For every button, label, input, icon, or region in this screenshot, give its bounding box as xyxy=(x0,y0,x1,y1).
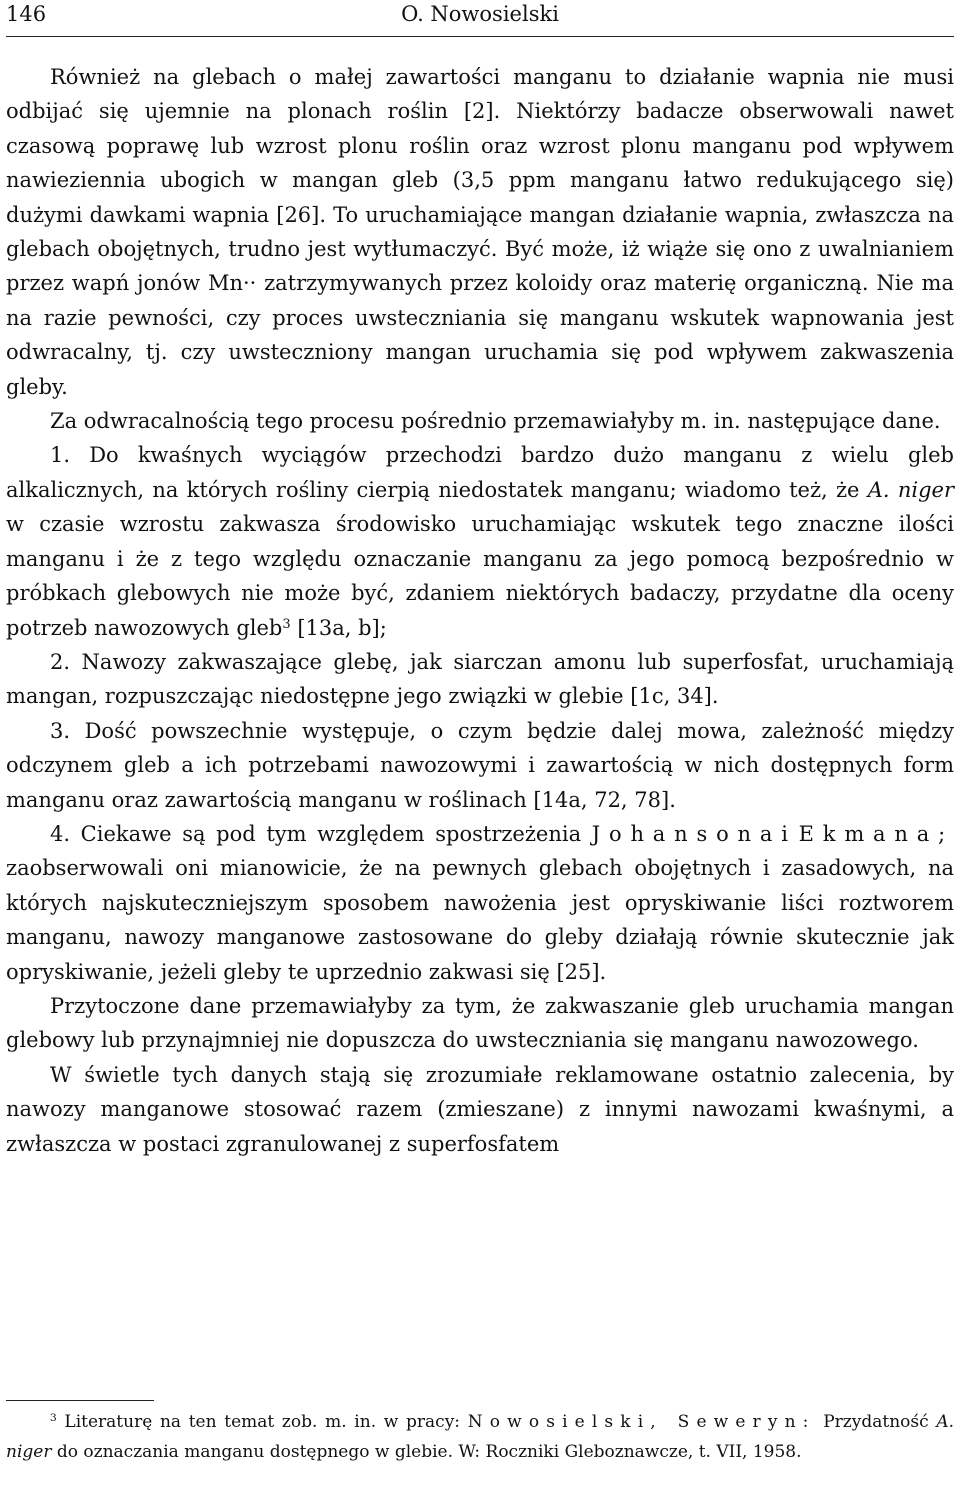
item-4-text-a: 4. Ciekawe są pod tym względem spostrzeżenia xyxy=(50,821,582,846)
paragraph-7: Przytoczone dane przemawiałyby za tym, że zakwaszanie gleb uruchamia mangan glebowy lub przynajmniej nie dopuszcza do uwsteczniania się manganu nawozowego. xyxy=(6,993,954,1053)
paragraph-1: Również na glebach o małej zawartości manganu to działanie wapnia nie musi odbijać się ujemnie na plonach roślin [2]. Niektórzy badacze obserwowali nawet czasową poprawę lub wzrost plonu roślin oraz wzrost plonu manganu pod wpływem nawieziennia ubogich w mangan gleb (3,5 ppm manganu łatwo redukującego się) dużymi dawkami wapnia [26]. To uruchamiające mangan działanie wapnia, zwłaszcza na glebach obojętnych, trudno jest wytłumaczyć. Być może, iż wiąże się ono z uwalnianiem przez wapń jonów Mn·· zatrzymywanych przez koloidy oraz materię organiczną. Nie ma na razie pewności, czy proces uwsteczniania się manganu wskutek wapnowania jest odwracalny, tj. czy uwsteczniony mangan uruchamia się pod wpływem zakwaszenia gleby. xyxy=(6,65,954,399)
footnote-marker: 3 xyxy=(50,1412,57,1425)
paragraph-item-4 xyxy=(6,817,954,989)
footnote-ref: 3 xyxy=(282,616,291,632)
item-1-text-c: [13a, b]; xyxy=(290,615,387,640)
running-head: O. Nowosielski xyxy=(401,2,559,26)
item-4-text-b: zaobserwowali oni mianowicie, że na pewnych glebach obojętnych i zasadowych, na których najskuteczniejszym sposobem nawożenia jest opryskiwanie liści roztworem manganu, nawozy manganowe zastosowane do gleby działają równie skutecznie jak opryskiwanie, jeżeli gleby te uprzednio zakwasi się [25]. xyxy=(6,856,954,984)
footnote-divider xyxy=(6,1400,154,1401)
footnote-text-a: Literaturę na ten temat zob. m. in. w pracy: xyxy=(64,1412,461,1432)
footnote xyxy=(6,1408,954,1467)
footnote-text-b: Przydatność xyxy=(823,1412,929,1432)
paragraph-8: W świetle tych danych stają się zrozumiałe reklamowane ostatnio zalecenia, by nawozy manganowe stosować razem (zmieszane) z innymi nawozami kwaśnymi, a zwłaszcza w postaci zgranulowanej z superfosfatem xyxy=(6,1062,954,1156)
footnote-text-c: do oznaczania manganu dostępnego w glebie. W: Roczniki Gleboznawcze, t. VII, 1958. xyxy=(56,1441,802,1462)
paragraph-item-3: 3. Dość powszechnie występuje, o czym będzie dalej mowa, zależność między odczynem gleb a ich potrzebami nawozowymi i zawartością w nich dostępnych form manganu oraz zawartością manganu w roślinach [14a, 72, 78]. xyxy=(6,718,954,812)
author-name-1: Johansona xyxy=(591,821,782,846)
main-text xyxy=(6,60,954,1161)
paragraph-2: Za odwracalnością tego procesu pośrednio przemawiałyby m. in. następujące dane. xyxy=(50,409,941,434)
item-1-text-a: 1. Do kwaśnych wyciągów przechodzi bardzo dużo manganu z wielu gleb alkalicznych, na których rośliny cierpią niedostatek manganu; wiadomo też, że xyxy=(6,443,954,502)
page-number: 146 xyxy=(6,2,47,26)
item-1-text-b: w czasie wzrostu zakwasza środowisko uruchamiając wskutek tego znaczne ilości manganu i że z tego względu oznaczanie manganu za jego pomocą bezpośrednio w próbkach glebowych nie może być, zdaniem niektórych badaczy, przydatne dla oceny potrzeb nawozowych gleb xyxy=(6,512,954,640)
paragraph-item-1 xyxy=(6,438,954,644)
paragraph-item-2: 2. Nawozy zakwaszające glebę, jak siarczan amonu lub superfosfat, uruchamiają mangan, rozpuszczając niedostępne jego związki w glebie [1c, 34]. xyxy=(6,649,954,709)
footnote-author: Nowosielski, Seweryn: xyxy=(467,1412,816,1432)
species-name: A. niger xyxy=(867,477,954,502)
footnote-text xyxy=(6,1408,954,1467)
footnote-species: A. niger xyxy=(6,1412,955,1462)
page-header xyxy=(6,0,954,37)
author-name-2: Ekmana; xyxy=(798,821,954,846)
conjunction: i xyxy=(781,821,788,846)
